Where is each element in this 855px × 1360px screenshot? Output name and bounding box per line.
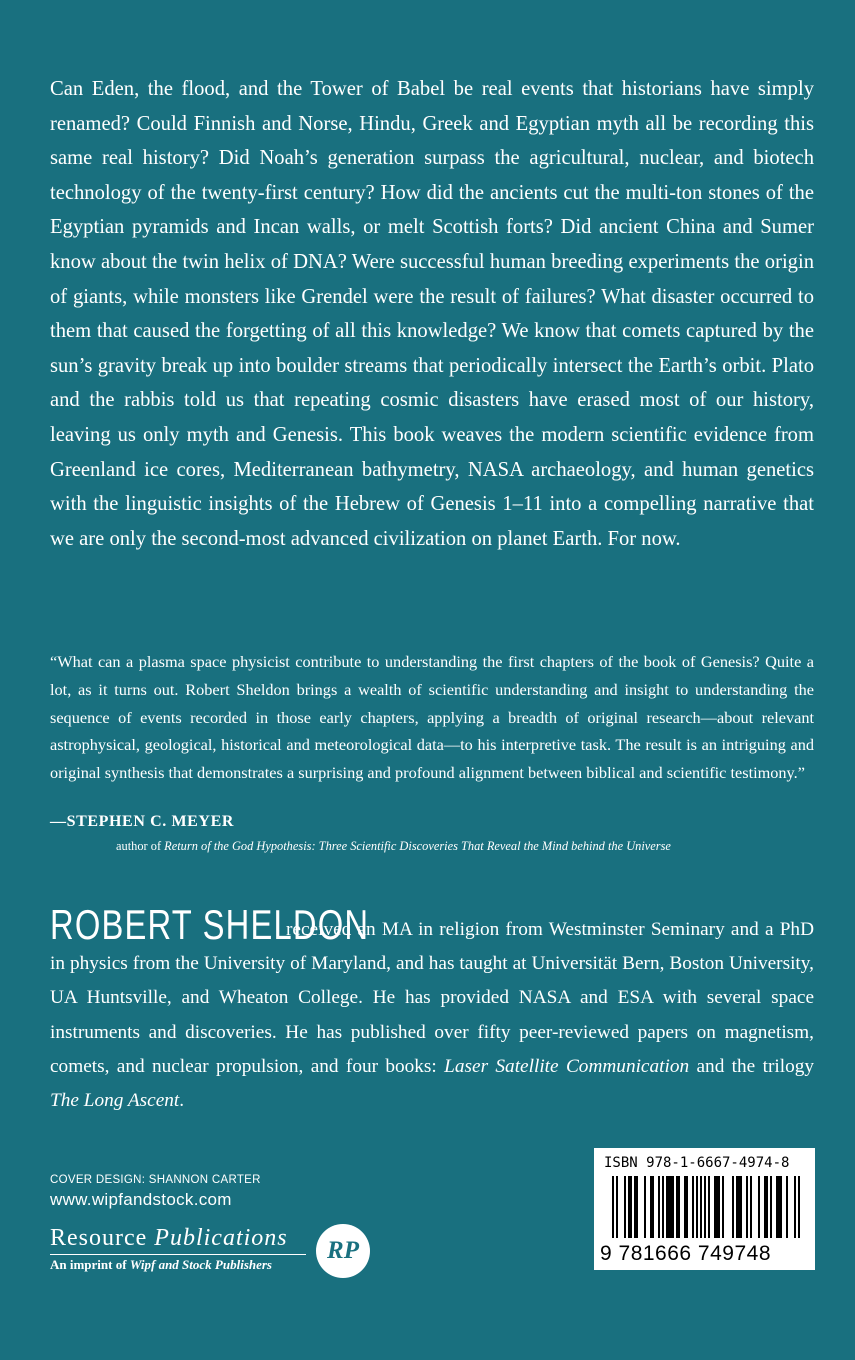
endorser-book-title: Return of the God Hypothesis: Three Scientific Discoveries That Reveal the Mind behind the Universe bbox=[164, 839, 671, 853]
endorsement-quote: “What can a plasma space physicist contribute to understanding the first chapters of the book of Genesis? Quite a lot, as it turns out. Robert Sheldon brings a wealth of scientific understanding and insight to understanding the sequence of events recorded in those early chapters, applying a breadth of original research—about relevant astrophysical, geological, historical and meteorological data—to his interpretive task. The result is an intriguing and original synthesis that demonstrates a surprising and profound alignment between biblical and scientific testimony.” bbox=[50, 652, 814, 783]
bio-text-3: . bbox=[179, 1090, 185, 1112]
bio-text-2: and the trilogy bbox=[689, 1055, 814, 1077]
imprint-name: Wipf and Stock Publishers bbox=[129, 1257, 272, 1272]
back-cover-blurb: Can Eden, the flood, and the Tower of Babel be real events that historians have simply renamed? Could Finnish and Norse, Hindu, Greek and Egyptian myth all be recording this same real history? Did Noah’s generation surpass the agricultural, nuclear, and biotech technology of the twenty-first century? How did the ancients cut the multi-ton stones of the Egyptian pyramids and Incan walls, or melt Scottish forts? Did ancient China and Sumer know about the twin helix of DNA? Were successful human breeding experiments the origin of giants, while monsters like Grendel were the result of failures? What disaster occurred to them that caused the forgetting of all this knowledge? We know that comets captured by the sun’s gravity break up into boulder streams that periodically intersect the Earth’s orbit. Plato and the rabbis told us that repeating cosmic disasters have erased most of our history, leaving us only myth and Genesis. This book weaves the modern scientific evidence from Greenland ice cores, Mediterranean bathymetry, NASA archaeology, and human genetics with the linguistic insights of the Hebrew of Genesis 1–11 into a compelling narrative that we are only the second-most advanced civilization on planet Earth. For now. bbox=[50, 78, 814, 550]
publisher-website: www.wipfandstock.com bbox=[50, 1190, 232, 1209]
publisher-name bbox=[50, 1224, 288, 1252]
publisher-divider bbox=[50, 1254, 306, 1255]
bio-text-1: received an MA in religion from Westminster Seminary and a PhD in physics from the University of Maryland, and has taught at Universität Bern, Boston University, UA Huntsville, and Wheaton College. He has provided NASA and ESA with several space instruments and discoveries. He has published over fifty peer-reviewed papers on magnetism, comets, and nuclear propulsion, and four books: bbox=[50, 919, 814, 1077]
author-bio bbox=[50, 901, 814, 1118]
cover-design-credit: COVER DESIGN: SHANNON CARTER bbox=[50, 1174, 261, 1186]
endorser-credit-prefix: author of bbox=[116, 839, 165, 853]
isbn-barcode bbox=[594, 1148, 815, 1270]
barcode-digits: 9 781666 749748 bbox=[600, 1242, 771, 1265]
bio-book-2: The Long Ascent bbox=[50, 1090, 180, 1112]
isbn-label: ISBN 978-1-6667-4974-8 bbox=[604, 1155, 790, 1171]
publisher-logo-text bbox=[50, 1224, 288, 1272]
endorser-name: —STEPHEN C. MEYER bbox=[50, 813, 234, 830]
imprint-prefix: An imprint of bbox=[50, 1257, 130, 1272]
endorser-credit bbox=[116, 839, 671, 854]
author-name: ROBERT SHELDON bbox=[50, 901, 370, 948]
rp-logo-icon: RP bbox=[316, 1224, 370, 1278]
publisher-imprint bbox=[50, 1257, 272, 1273]
publisher-word-publications: Publications bbox=[154, 1225, 288, 1251]
publisher-word-resource: Resource bbox=[50, 1225, 155, 1251]
bio-book-1: Laser Satellite Communication bbox=[444, 1055, 690, 1077]
